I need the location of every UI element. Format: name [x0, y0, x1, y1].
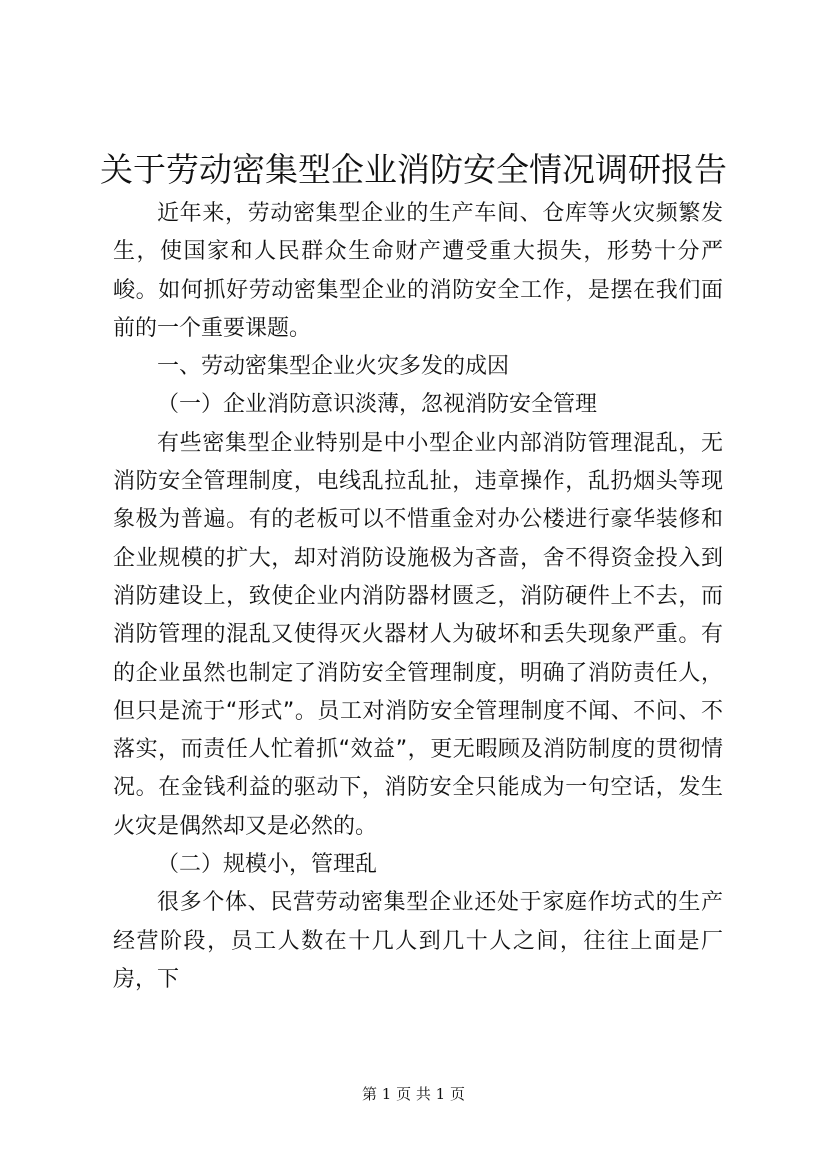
document-title: 关于劳动密集型企业消防安全情况调研报告: [100, 150, 727, 189]
paragraph-body-1: 有些密集型企业特别是中小型企业内部消防管理混乱，无消防安全管理制度，电线乱拉乱扯，违章操作，乱扔烟头等现象极为普遍。有的老板可以不惜重金对办公楼进行豪华装修和企业规模的扩大，却对消防设施极为吝啬，舍不得资金投入到消防建设上，致使企业内消防器材匮乏，消防硬件上不去，而消防管理的混乱又使得灭火器材人为破坏和丢失现象严重。有的企业虽然也制定了消防安全管理制度，明确了消防责任人，但只是流于“形式”。员工对消防安全管理制度不闻、不问、不落实，而责任人忙着抓“效益”，更无暇顾及消防制度的贯彻情况。在金钱利益的驱动下，消防安全只能成为一句空话，发生火灾是偶然却又是必然的。: [113, 430, 723, 839]
subsection-heading-2: （二）规模小，管理乱: [157, 852, 378, 878]
document-body: [113, 195, 723, 999]
subsection-heading-1: （一）企业消防意识淡薄，忽视消防安全管理: [157, 392, 598, 418]
paragraph-body-2: 很多个体、民营劳动密集型企业还处于家庭作坊式的生产经营阶段，员工人数在十几人到几十人之间，往往上面是厂房，下: [113, 890, 723, 992]
page-number-footer: 第 1 页 共 1 页: [362, 1085, 465, 1103]
paragraph-intro: 近年来，劳动密集型企业的生产车间、仓库等火灾频繁发生，使国家和人民群众生命财产遭受重大损失，形势十分严峻。如何抓好劳动密集型企业的消防安全工作，是摆在我们面前的一个重要课题。: [113, 201, 723, 341]
section-heading-1: 一、劳动密集型企业火灾多发的成因: [157, 354, 510, 380]
